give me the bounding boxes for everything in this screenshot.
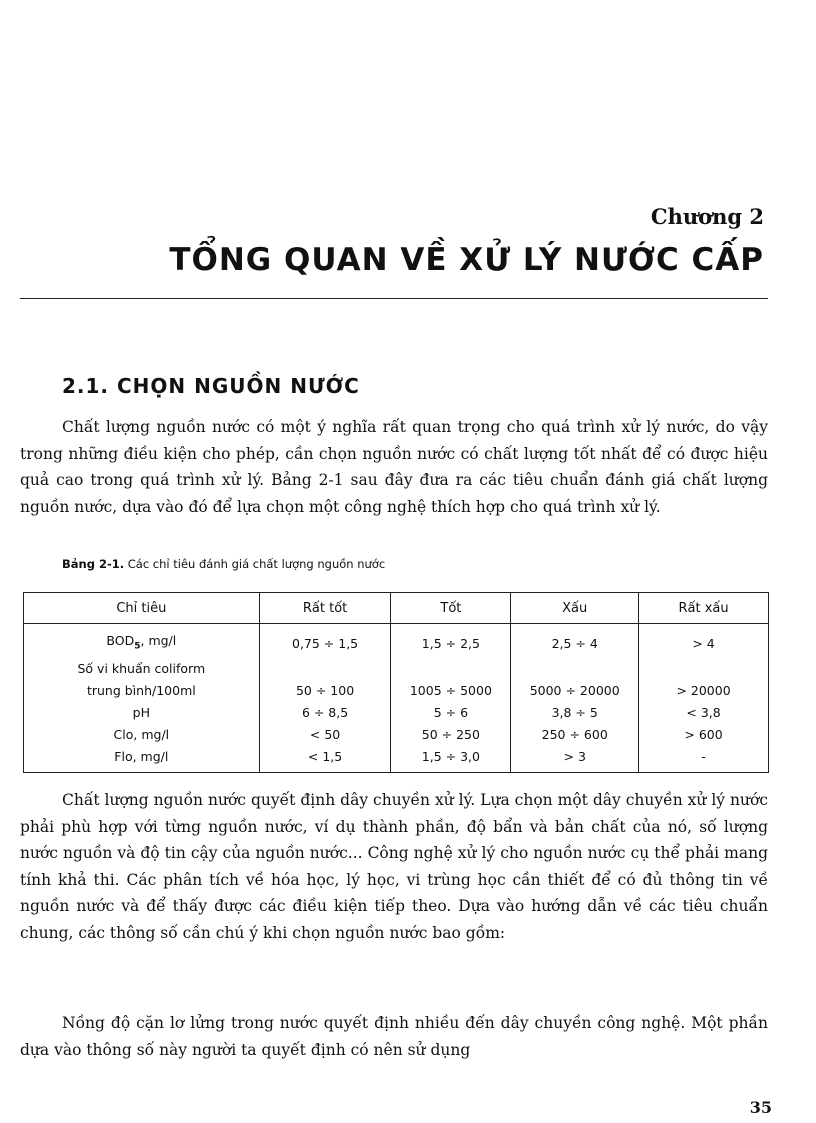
body-paragraph-2: Chất lượng nguồn nước quyết định dây chuyền xử lý. Lựa chọn một dây chuyền xử lý nước phải phù hợp với từng nguồn nước, ví dụ thành phần, độ bẩn và bản chất của nó, số lượng nước nguồn và độ tin cậy của nguồn nước... Công nghệ xử lý cho nguồn nước cụ thể phải mang tính khả thi. Các phân tích về hóa học, lý học, vi trùng học cần thiết để có đủ thông tin về nguồn nước và để thấy được các điều kiện tiếp theo. Dựa vào hướng dẫn về các tiêu chuẩn chung, các thông số cần chú ý khi chọn nguồn nước bao gồm: [20,791,768,942]
page-number: 35 [749,1098,772,1117]
cell-bad: 5000 ÷ 20000 [511,680,639,702]
table-row [24,724,769,746]
row-indicator: Flo, mg/l [24,746,260,773]
header-indicator: Chỉ tiêu [24,593,260,624]
cell-very-good: 50 ÷ 100 [259,680,391,702]
table-row [24,680,769,702]
header-very-good: Rất tốt [259,593,391,624]
cell-very-good: < 50 [259,724,391,746]
row-indicator: trung bình/100ml [24,680,260,702]
cell-good: 1,5 ÷ 3,0 [391,746,511,773]
chapter-title: TỔNG QUAN VỀ XỬ LÝ NƯỚC CẤP [169,242,764,278]
cell-very-bad: > 20000 [639,680,769,702]
cell-very-good: < 1,5 [259,746,391,773]
indicator-bod: BOD [106,633,135,648]
cell-good [391,658,511,680]
cell-very-good: 0,75 ÷ 1,5 [259,624,391,658]
table-caption-text: Các chỉ tiêu đánh giá chất lượng nguồn nước [127,557,386,571]
chapter-label: Chương 2 [650,204,764,229]
header-good: Tốt [391,593,511,624]
cell-very-bad: < 3,8 [639,702,769,724]
section-heading: 2.1. CHỌN NGUỒN NƯỚC [62,374,360,398]
cell-very-bad: - [639,746,769,773]
cell-very-bad [639,658,769,680]
cell-good: 5 ÷ 6 [391,702,511,724]
table-caption [62,557,385,571]
table-caption-label: Bảng 2-1. [62,557,125,571]
cell-good: 50 ÷ 250 [391,724,511,746]
table-row [24,746,769,773]
row-indicator: Clo, mg/l [24,724,260,746]
cell-good: 1,5 ÷ 2,5 [391,624,511,658]
table-row [24,702,769,724]
cell-very-bad: > 4 [639,624,769,658]
cell-very-good: 6 ÷ 8,5 [259,702,391,724]
table-row [24,658,769,680]
body-paragraph-3: Nồng độ cặn lơ lửng trong nước quyết định nhiều đến dây chuyền công nghệ. Một phần dựa vào thông số này người ta quyết định có nên sử dụng [20,1014,768,1059]
cell-bad: > 3 [511,746,639,773]
row-indicator [24,624,260,658]
header-very-bad: Rất xấu [639,593,769,624]
cell-good: 1005 ÷ 5000 [391,680,511,702]
cell-very-bad: > 600 [639,724,769,746]
cell-bad [511,658,639,680]
indicator-unit: , mg/l [140,633,177,648]
cell-bad: 2,5 ÷ 4 [511,624,639,658]
table-header-row [24,593,769,624]
indicator-subscript: 5 [134,641,141,652]
body-paragraph-1: Chất lượng nguồn nước có một ý nghĩa rất quan trọng cho quá trình xử lý nước, do vậy trong những điều kiện cho phép, cần chọn nguồn nước có chất lượng tốt nhất để có được hiệu quả cao trong quá trình xử lý. Bảng 2-1 sau đây đưa ra các tiêu chuẩn đánh giá chất lượng nguồn nước, dựa vào đó để lựa chọn một công nghệ thích hợp cho quá trình xử lý. [20,418,768,516]
row-indicator: pH [24,702,260,724]
cell-very-good [259,658,391,680]
water-quality-table [23,592,769,773]
title-divider [20,298,768,299]
cell-bad: 3,8 ÷ 5 [511,702,639,724]
table-row [24,624,769,658]
row-indicator: Số vi khuẩn coliform [24,658,260,680]
cell-bad: 250 ÷ 600 [511,724,639,746]
header-bad: Xấu [511,593,639,624]
